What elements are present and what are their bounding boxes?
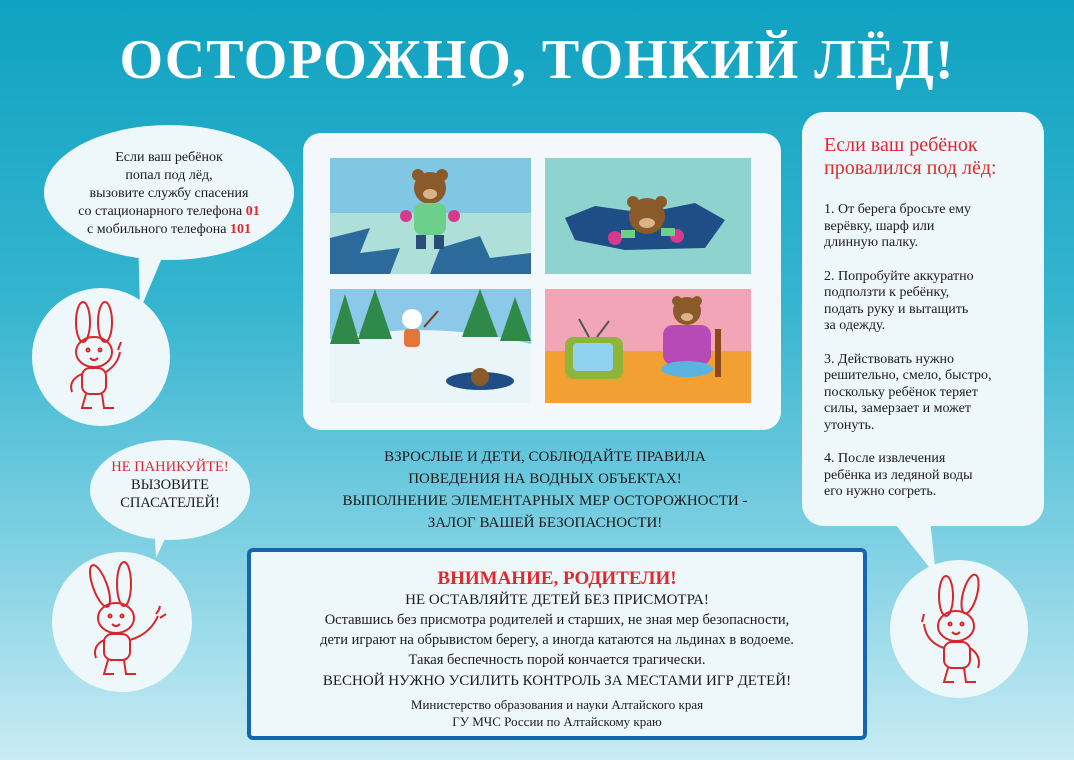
rescue-steps-box xyxy=(802,112,1044,526)
rules-line: ВЗРОСЛЫЕ И ДЕТИ, СОБЛЮДАЙТЕ ПРАВИЛА xyxy=(384,449,706,465)
rabbit-icon xyxy=(912,572,1002,690)
rescue-step-2: 2. Попробуйте аккуратно подползти к ребёнку, подать руку и вытащить за одежду. xyxy=(824,268,974,333)
rabbit-icon xyxy=(58,300,138,415)
warning-body: Оставшись без присмотра родителей и старших, не зная мер безопасности, xyxy=(324,612,790,628)
bear-icon xyxy=(471,368,489,386)
rules-line: ЗАЛОГ ВАШЕЙ БЕЗОПАСНОСТИ! xyxy=(427,515,663,531)
phone-number-mobile: 101 xyxy=(229,222,251,237)
warning-title: ВНИМАНИЕ, РОДИТЕЛИ! xyxy=(437,568,677,589)
rescue-step-1: 1. От берега бросьте ему верёвку, шарф или длинную палку. xyxy=(824,202,971,250)
bubble-line: вызовите службу спасения xyxy=(89,186,249,201)
warning-emphasis: ВЕСНОЙ НУЖНО УСИЛИТЬ КОНТРОЛЬ ЗА МЕСТАМИ ИГР ДЕТЕЙ! xyxy=(322,673,792,689)
comic-panel-3 xyxy=(330,289,531,403)
bubble-line: Если ваш ребёнок xyxy=(115,150,223,165)
organization-name: Министерство образования и науки Алтайского края xyxy=(410,697,704,712)
comic-strip xyxy=(303,133,781,430)
bubble-line: НЕ ПАНИКУЙТЕ! xyxy=(111,459,229,475)
bubble-line: ВЫЗОВИТЕ xyxy=(131,477,209,493)
poster-title: ОСТОРОЖНО, ТОНКИЙ ЛЁД! xyxy=(119,29,955,91)
comic-panel-2 xyxy=(545,158,751,274)
rabbit-icon xyxy=(72,560,176,678)
safety-rules-text xyxy=(300,446,790,534)
bubble-line: попал под лёд, xyxy=(125,168,213,183)
rescue-step-4: 4. После извлечения ребёнка из ледяной воды его нужно согреть. xyxy=(824,451,973,499)
organization-name: ГУ МЧС России по Алтайскому краю xyxy=(452,714,662,729)
no-panic-bubble xyxy=(90,440,250,540)
bubble-line: со стационарного телефона 01 xyxy=(78,204,260,219)
bubble-line: СПАСАТЕЛЕЙ! xyxy=(120,495,220,511)
rescue-call-bubble xyxy=(44,125,294,260)
rules-line: ПОВЕДЕНИЯ НА ВОДНЫХ ОБЪЕКТАХ! xyxy=(408,471,682,487)
bubble-line: с мобильного телефона 101 xyxy=(87,222,251,237)
rescue-step-3: 3. Действовать нужно решительно, смело, быстро, поскольку ребёнок теряет силы, замерзает и может утонуть. xyxy=(824,351,992,433)
warning-subtitle: НЕ ОСТАВЛЯЙТЕ ДЕТЕЙ БЕЗ ПРИСМОТРА! xyxy=(405,592,709,608)
comic-panel-1 xyxy=(330,158,531,274)
parents-warning-box xyxy=(247,548,867,740)
rules-line: ВЫПОЛНЕНИЕ ЭЛЕМЕНТАРНЫХ МЕР ОСТОРОЖНОСТИ - xyxy=(342,493,748,509)
rescue-steps-heading: Если ваш ребёнок провалился под лёд: xyxy=(824,134,997,179)
phone-number-landline: 01 xyxy=(245,204,260,219)
warning-body: дети играют на обрывистом берегу, а иногда катаются на льдинах в водоеме. xyxy=(320,632,794,648)
warning-body: Такая беспечность порой кончается трагически. xyxy=(408,652,706,668)
comic-panel-4 xyxy=(545,289,751,403)
